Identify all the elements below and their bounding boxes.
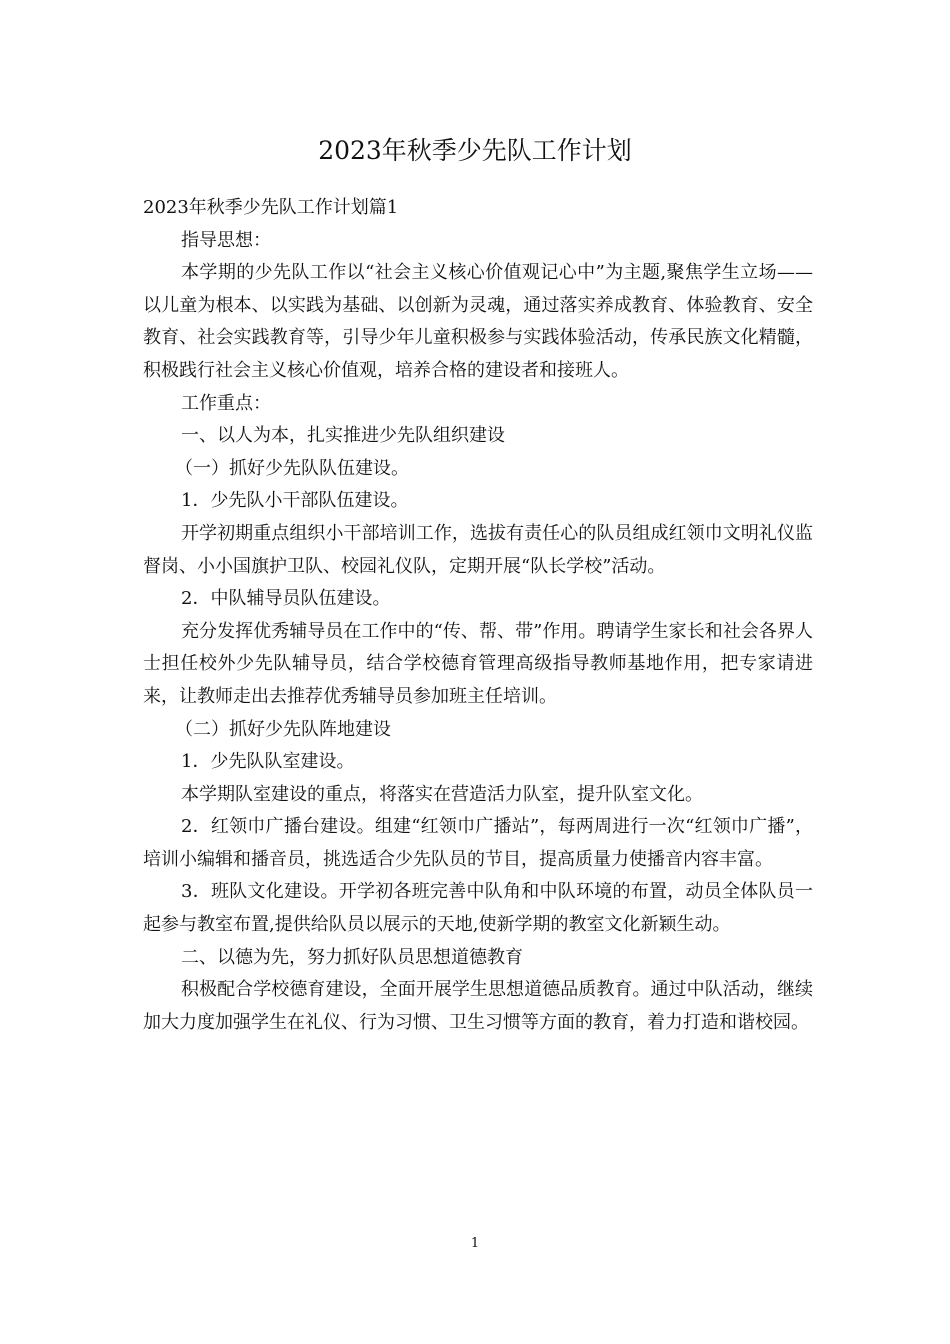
paragraph-work-focus-heading: 工作重点： <box>181 392 271 414</box>
item-heading-1-1: 1．少先队小干部队伍建设。 <box>181 490 409 512</box>
subtitle: 2023年秋季少先队工作计划篇1 <box>143 197 399 218</box>
document-title: 2023年秋季少先队工作计划 <box>318 136 632 165</box>
paragraph-item-2-3: 3．班队文化建设。开学初各班完善中队角和中队环境的布置，动员全体队员一起参与教室布置,提供给队员以展示的天地,使新学期的教室文化新颖生动。 <box>143 881 813 936</box>
paragraph-item-2-1: 本学期队室建设的重点，将落实在营造活力队室，提升队室文化。 <box>181 783 703 805</box>
paragraph-item-2-2: 2．红领巾广播台建设。组建“红领巾广播站”，每两周进行一次“红领巾广播”，培训小编辑和播音员，挑选适合少先队员的节目，提高质量力使播音内容丰富。 <box>143 816 813 870</box>
item-heading-2-1: 1．少先队队室建设。 <box>181 751 355 773</box>
paragraph-section-2: 积极配合学校德育建设，全面开展学生思想道德品质教育。通过中队活动，继续加大力度加强学生在礼仪、行为习惯、卫生习惯等方面的教育，着力打造和谐校园。 <box>143 979 813 1033</box>
subsection-heading-1: （一）抓好少先队队伍建设。 <box>175 457 409 479</box>
section-heading-2: 二、以德为先，努力抓好队员思想道德教育 <box>181 946 523 968</box>
paragraph-item-1-2: 充分发挥优秀辅导员在工作中的“传、帮、带”作用。聘请学生家长和社会各界人士担任校外少先队辅导员，结合学校德育管理高级指导教师基地作用，把专家请进来，让教师走出去推荐优秀辅导员参加班主任培训。 <box>143 620 813 707</box>
paragraph-guiding-ideology: 本学期的少先队工作以“社会主义核心价值观记心中”为主题,聚焦学生立场——以儿童为根本、以实践为基础、以创新为灵魂，通过落实养成教育、体验教育、安全教育、社会实践教育等，引导少年儿童积极参与实践体验活动，传承民族文化精髓，积极践行社会主义核心价值观，培养合格的建设者和接班人。 <box>143 262 813 381</box>
item-heading-1-2: 2．中队辅导员队伍建设。 <box>181 588 391 610</box>
paragraph-guiding-ideology-heading: 指导思想： <box>181 229 271 251</box>
section-heading-1: 一、以人为本，扎实推进少先队组织建设 <box>181 425 505 447</box>
document-body <box>143 192 813 1039</box>
page-number: 1 <box>470 1236 480 1251</box>
paragraph-item-1-1: 开学初期重点组织小干部培训工作，选拔有责任心的队员组成红领巾文明礼仪监督岗、小小国旗护卫队、校园礼仪队，定期开展“队长学校”活动。 <box>143 522 813 577</box>
subsection-heading-2: （二）抓好少先队阵地建设 <box>175 718 391 740</box>
